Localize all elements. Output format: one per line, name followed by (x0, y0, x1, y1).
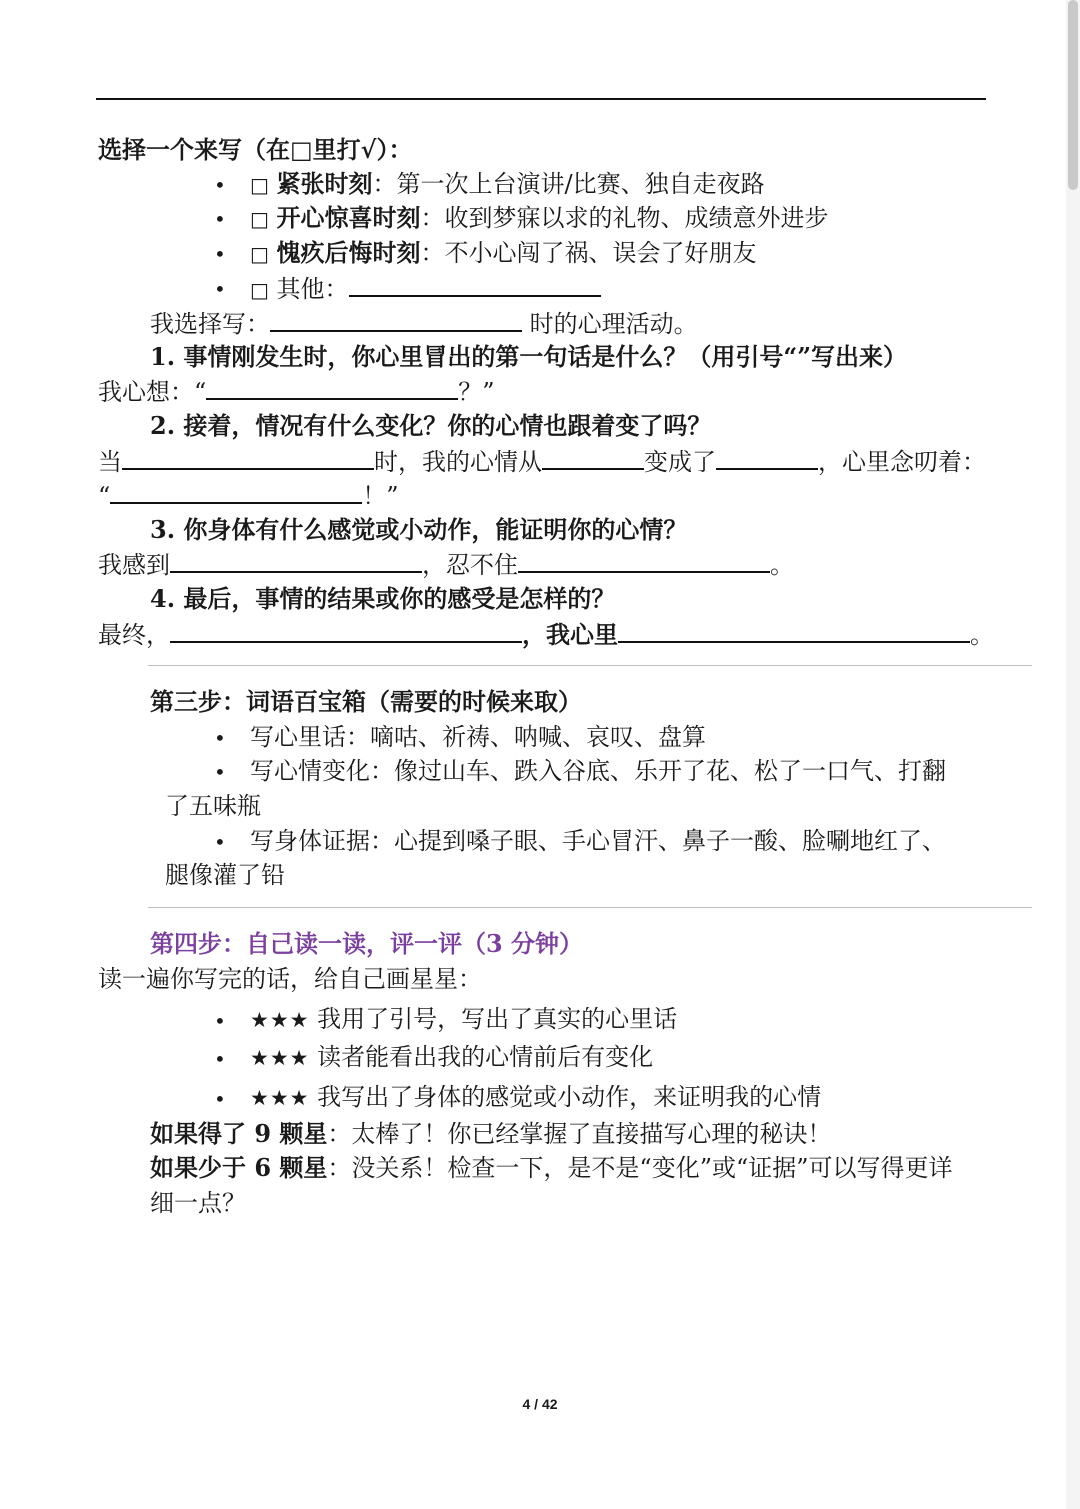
question-3-answer (98, 547, 794, 582)
answer-text: 我心想：“ (98, 378, 207, 406)
scroll-thumb[interactable] (1068, 0, 1078, 190)
bullet-icon: • (214, 207, 226, 231)
section-divider (148, 907, 1032, 908)
answer-text: 。 (970, 621, 994, 649)
question-3-title: 3. 你身体有什么感觉或小动作，能证明你的心情？ (150, 515, 688, 544)
answer-blank[interactable] (206, 374, 458, 400)
checkbox-icon[interactable]: □ (250, 207, 269, 231)
question-1-title: 1. 事情刚发生时，你心里冒出的第一句话是什么？（用引号“”写出来） (150, 342, 908, 371)
answer-blank[interactable] (618, 617, 970, 643)
answer-text: 。 (770, 551, 794, 579)
answer-text: ？” (458, 378, 495, 406)
word-list-item-cont: 腿像灌了铅 (165, 861, 285, 889)
criteria-text: 读者能看出我的心情前后有变化 (317, 1043, 654, 1071)
section-divider (148, 665, 1032, 666)
bullet-icon: • (214, 760, 226, 784)
option-label: 其他： (276, 275, 349, 303)
answer-blank[interactable] (110, 478, 362, 504)
star-icon[interactable]: ★★★ (250, 1008, 310, 1032)
checkbox-icon[interactable]: □ (250, 278, 269, 302)
bullet-icon: • (214, 242, 226, 266)
scrollbar[interactable] (1066, 0, 1080, 1509)
choice-suffix: 时的心理活动。 (529, 310, 698, 338)
criteria-text: 我写出了身体的感觉或小动作，来证明我的心情 (317, 1083, 822, 1111)
bullet-icon: • (214, 1009, 226, 1033)
option-label: 开心惊喜时刻 (276, 203, 421, 232)
checkbox-icon[interactable]: □ (250, 242, 269, 266)
answer-text: “ (98, 482, 111, 510)
answer-text: 我感到 (98, 551, 170, 579)
top-rule (96, 98, 986, 100)
word-list-item-cont: 了五味瓶 (165, 792, 261, 820)
criteria-item (250, 1040, 653, 1075)
word-list-item: 写心里话：嘀咕、祈祷、呐喊、哀叹、盘算 (250, 723, 706, 751)
answer-text: ，我心里 (522, 620, 618, 649)
choose-title: 选择一个来写（在□里打√）： (98, 135, 413, 164)
option-other (250, 271, 601, 307)
answer-text: 最终， (98, 621, 170, 649)
question-4-answer (98, 617, 994, 652)
option-desc: ：不小心闯了祸、误会了好朋友 (420, 239, 757, 267)
question-2-answer (98, 444, 986, 479)
question-2-title: 2. 接着，情况有什么变化？你的心情也跟着变了吗？ (150, 411, 712, 440)
word-list-item: 写身体证据：心提到嗓子眼、手心冒汗、鼻子一酸、脸唰地红了、 (250, 827, 946, 855)
result-label: 如果得了 9 颗星 (150, 1119, 328, 1148)
answer-blank[interactable] (170, 617, 522, 643)
option-desc: ：收到梦寐以求的礼物、成绩意外进步 (420, 204, 829, 232)
criteria-item (250, 1002, 677, 1037)
answer-blank[interactable] (170, 547, 422, 573)
answer-text: 时，我的心情从 (374, 448, 542, 476)
choice-prefix: 我选择写： (150, 310, 270, 338)
result-text: ：太棒了！你已经掌握了直接描写心理的秘诀！ (327, 1120, 832, 1148)
step4-title: 第四步：自己读一读，评一评（3 分钟） (150, 929, 584, 958)
answer-text: ，忍不住 (422, 551, 518, 579)
answer-blank[interactable] (716, 444, 818, 470)
step4-intro: 读一遍你写完的话，给自己画星星： (98, 965, 482, 993)
answer-blank[interactable] (518, 547, 770, 573)
result-low-cont: 细一点？ (150, 1189, 246, 1217)
bullet-icon: • (214, 830, 226, 854)
bullet-icon: • (214, 1047, 226, 1071)
bullet-icon: • (214, 1087, 226, 1111)
result-low (150, 1151, 953, 1185)
answer-text: ，心里念叨着： (818, 448, 986, 476)
result-high (150, 1117, 831, 1151)
word-list-item: 写心情变化：像过山车、跌入谷底、乐开了花、松了一口气、打翻 (250, 757, 946, 785)
question-4-title: 4. 最后，事情的结果或你的感受是怎样的？ (150, 584, 616, 613)
choice-line (150, 306, 698, 341)
page-number: 4 / 42 (522, 1396, 558, 1412)
option-label: 愧疚后悔时刻 (276, 238, 421, 267)
answer-text: 当 (98, 448, 122, 476)
option-guilty (250, 236, 757, 271)
result-text: ：没关系！检查一下，是不是“变化”或“证据”可以写得更详 (327, 1154, 953, 1182)
bullet-icon: • (214, 277, 226, 301)
question-2-answer-cont (98, 478, 399, 513)
option-desc: ：第一次上台演讲/比赛、独自走夜路 (372, 170, 765, 198)
star-icon[interactable]: ★★★ (250, 1046, 310, 1070)
answer-blank[interactable] (122, 444, 374, 470)
criteria-text: 我用了引号，写出了真实的心里话 (317, 1005, 678, 1033)
criteria-item (250, 1080, 821, 1115)
option-label: 紧张时刻 (276, 169, 373, 198)
option-happy (250, 201, 829, 236)
answer-text: 变成了 (644, 448, 716, 476)
choice-blank[interactable] (270, 306, 522, 332)
step3-title: 第三步：词语百宝箱（需要的时候来取） (150, 687, 582, 716)
star-icon[interactable]: ★★★ (250, 1086, 310, 1110)
question-1-answer (98, 374, 495, 409)
checkbox-icon[interactable]: □ (250, 173, 269, 197)
bullet-icon: • (214, 726, 226, 750)
answer-text: ！” (362, 482, 399, 510)
result-label: 如果少于 6 颗星 (150, 1153, 328, 1182)
answer-blank[interactable] (542, 444, 644, 470)
bullet-icon: • (214, 173, 226, 197)
other-blank[interactable] (349, 271, 601, 297)
option-nervous (250, 167, 765, 202)
